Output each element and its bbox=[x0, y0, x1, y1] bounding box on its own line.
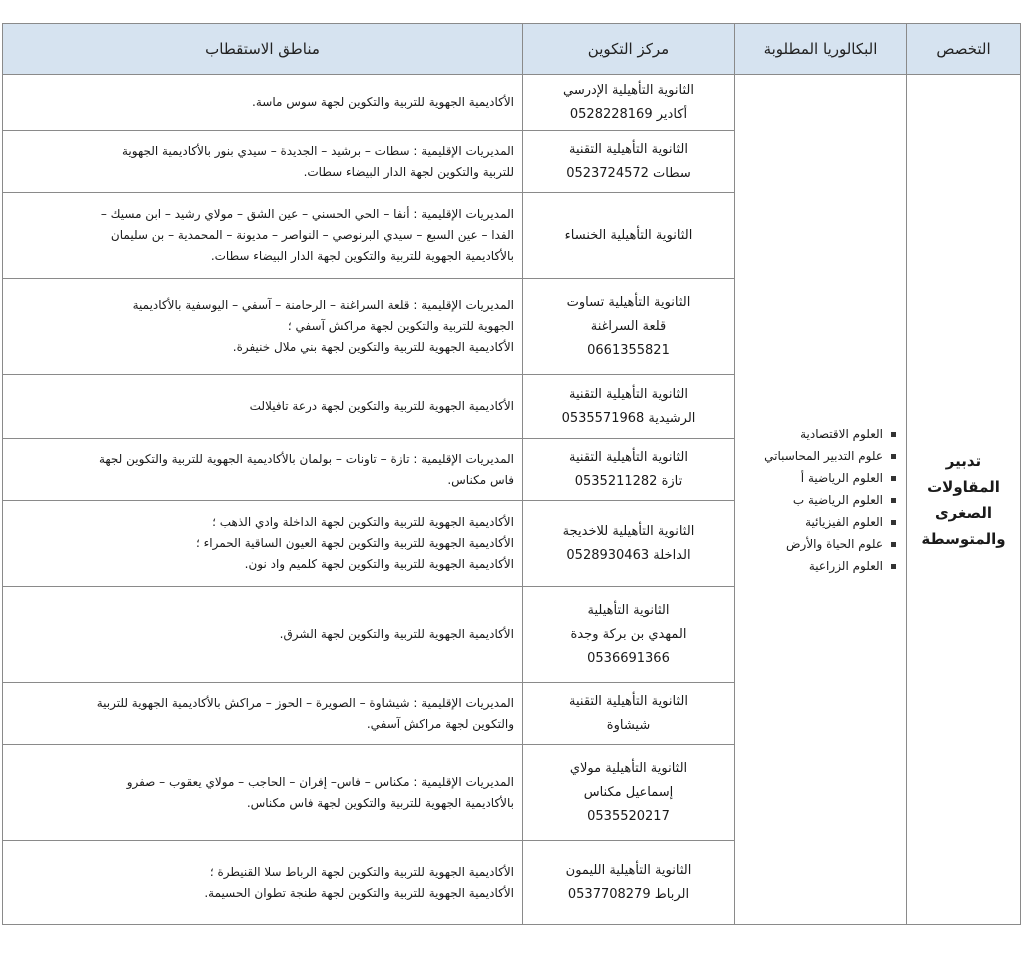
training-center-line: أكادير 0528228169 bbox=[569, 106, 688, 122]
attraction-zone-line: المديريات الإقليمية : قلعة السراغنة – الرحامنة – آسفي – اليوسفية بالأكاديمية bbox=[132, 298, 514, 312]
header-bac-required: البكالوريا المطلوبة bbox=[735, 24, 907, 75]
bac-list-item bbox=[745, 555, 896, 577]
header-training-center: مركز التكوين bbox=[523, 24, 735, 75]
orientation-table bbox=[2, 23, 1021, 925]
bac-label: العلوم الاقتصادية bbox=[800, 426, 883, 441]
training-center-line: سطات 0523724572 bbox=[566, 165, 691, 181]
header-row bbox=[3, 24, 1021, 75]
attraction-zone-line: الأكاديمية الجهوية للتربية والتكوين لجهة الداخلة وادي الذهب ؛ bbox=[212, 515, 514, 529]
bac-required-cell bbox=[735, 75, 907, 925]
orientation-table-page bbox=[2, 23, 1020, 957]
table-row bbox=[3, 75, 1021, 131]
training-center-line: الثانوية التأهيلية الخنساء bbox=[564, 227, 693, 243]
training-center-line: 0661355821 bbox=[587, 342, 670, 358]
square-bullet-icon bbox=[891, 476, 896, 481]
training-center-cell bbox=[523, 683, 735, 745]
header-attraction-zones: مناطق الاستقطاب bbox=[3, 24, 523, 75]
training-center-line: 0535520217 bbox=[587, 808, 670, 824]
bac-label: العلوم الفيزيائية bbox=[805, 514, 883, 529]
attraction-zones-cell bbox=[3, 501, 523, 587]
bac-list bbox=[745, 423, 896, 577]
bac-label: العلوم الرياضية ب bbox=[792, 492, 883, 507]
attraction-zones-cell bbox=[3, 587, 523, 683]
training-center-line: الثانوية التأهيلية تساوت bbox=[566, 294, 691, 310]
training-center-line: شيشاوة bbox=[606, 717, 651, 733]
attraction-zone-line: بالأكاديمية الجهوية للتربية والتكوين لجهة فاس مكناس. bbox=[246, 795, 514, 810]
attraction-zone-line: الأكاديمية الجهوية للتربية والتكوين لجهة العيون الساقية الحمراء ؛ bbox=[196, 536, 514, 550]
attraction-zones-cell bbox=[3, 279, 523, 375]
training-center-line: المهدي بن بركة وجدة bbox=[570, 626, 687, 642]
attraction-zones-cell bbox=[3, 683, 523, 745]
training-center-line: الداخلة 0528930463 bbox=[566, 547, 691, 563]
square-bullet-icon bbox=[891, 520, 896, 525]
bac-list-item bbox=[745, 511, 896, 533]
training-center-line: إسماعيل مكناس bbox=[583, 784, 674, 800]
bac-list-item bbox=[745, 533, 896, 555]
attraction-zone-line: بالأكاديمية الجهوية للتربية والتكوين لجهة الدار البيضاء سطات. bbox=[210, 249, 514, 263]
training-center-cell bbox=[523, 131, 735, 193]
training-center-line: الثانوية التأهيلية التقنية bbox=[569, 386, 688, 402]
specialty-line: الصغرى bbox=[934, 503, 993, 522]
bac-list-item bbox=[745, 467, 896, 489]
training-center-cell bbox=[523, 193, 735, 279]
attraction-zone-line: المديريات الإقليمية : مكناس – فاس– إفران – الحاجب – مولاي يعقوب – صفرو bbox=[126, 774, 514, 789]
bac-label: العلوم الزراعية bbox=[808, 558, 883, 573]
attraction-zone-line: الأكاديمية الجهوية للتربية والتكوين لجهة كلميم واد نون. bbox=[244, 557, 514, 571]
square-bullet-icon bbox=[891, 454, 896, 459]
attraction-zone-line: الأكاديمية الجهوية للتربية والتكوين لجهة بني ملال خنيفرة. bbox=[232, 340, 514, 354]
attraction-zone-line: المديريات الإقليمية : أنفا – الحي الحسني – عين الشق – مولاي رشيد – ابن مسيك – bbox=[100, 207, 514, 221]
attraction-zone-line: الأكاديمية الجهوية للتربية والتكوين لجهة الشرق. bbox=[279, 627, 514, 641]
training-center-cell bbox=[523, 501, 735, 587]
training-center-line: الثانوية التأهيلية الليمون bbox=[565, 862, 692, 878]
attraction-zones-cell bbox=[3, 841, 523, 925]
square-bullet-icon bbox=[891, 564, 896, 569]
specialty-cell bbox=[907, 75, 1021, 925]
attraction-zone-line: الأكاديمية الجهوية للتربية والتكوين لجهة درعة تافيلالت bbox=[249, 399, 514, 413]
training-center-line: الثانوية التأهيلية التقنية bbox=[569, 693, 688, 709]
attraction-zones-cell bbox=[3, 375, 523, 439]
training-center-cell bbox=[523, 587, 735, 683]
training-center-cell bbox=[523, 841, 735, 925]
attraction-zone-line: المديريات الإقليمية : تازة – تاونات – بولمان بالأكاديمية الجهوية للتربية والتكوين لجهة bbox=[98, 451, 514, 466]
header-specialty: التخصص bbox=[907, 24, 1021, 75]
training-center-line: الثانوية التأهيلية الإدرسي bbox=[563, 82, 694, 98]
training-center-cell bbox=[523, 279, 735, 375]
attraction-zone-line: للتربية والتكوين لجهة الدار البيضاء سطات. bbox=[303, 164, 514, 179]
training-center-cell bbox=[523, 439, 735, 501]
bac-label: علوم التدبير المحاسباتي bbox=[764, 448, 883, 463]
training-center-line: 0536691366 bbox=[587, 650, 670, 666]
training-center-line: الثانوية التأهيلية التقنية bbox=[569, 449, 688, 465]
bac-list-item bbox=[745, 423, 896, 445]
attraction-zones-cell bbox=[3, 131, 523, 193]
training-center-line: الثانوية التأهيلية مولاي bbox=[569, 760, 688, 776]
square-bullet-icon bbox=[891, 432, 896, 437]
attraction-zone-line: الأكاديمية الجهوية للتربية والتكوين لجهة الرباط سلا القنيطرة ؛ bbox=[209, 864, 514, 879]
attraction-zone-line: الأكاديمية الجهوية للتربية والتكوين لجهة طنجة تطوان الحسيمة. bbox=[204, 885, 514, 900]
attraction-zone-line: الجهوية للتربية والتكوين لجهة مراكش آسفي ؛ bbox=[287, 319, 514, 333]
attraction-zones-cell bbox=[3, 193, 523, 279]
attraction-zones-cell bbox=[3, 439, 523, 501]
table-body bbox=[3, 75, 1021, 925]
attraction-zones-cell bbox=[3, 745, 523, 841]
square-bullet-icon bbox=[891, 498, 896, 503]
specialty-line: والمتوسطة bbox=[921, 529, 1006, 548]
training-center-cell bbox=[523, 375, 735, 439]
training-center-line: الثانوية التأهيلية للاخديجة bbox=[562, 523, 695, 539]
training-center-line: الثانوية التأهيلية bbox=[587, 602, 670, 618]
attraction-zone-line: فاس مكناس. bbox=[447, 472, 514, 487]
bac-label: العلوم الرياضية أ bbox=[800, 470, 883, 485]
training-center-line: الرباط 0537708279 bbox=[567, 886, 690, 902]
square-bullet-icon bbox=[891, 542, 896, 547]
attraction-zone-line: الفدا – عين السبع – سيدي البرنوصي – النواصر – مديونة – المحمدية – بن سليمان bbox=[110, 228, 514, 242]
attraction-zones-cell bbox=[3, 75, 523, 131]
bac-label: علوم الحياة والأرض bbox=[786, 536, 883, 551]
attraction-zone-line: المديريات الإقليمية : سطات – برشيد – الجديدة – سيدي بنور بالأكاديمية الجهوية bbox=[122, 143, 514, 158]
attraction-zone-line: المديريات الإقليمية : شيشاوة – الصويرة – الحوز – مراكش بالأكاديمية الجهوية للتربية bbox=[96, 695, 514, 710]
bac-list-item bbox=[745, 445, 896, 467]
training-center-line: قلعة السراغنة bbox=[590, 318, 667, 334]
attraction-zone-line: والتكوين لجهة مراكش آسفي. bbox=[366, 716, 514, 731]
bac-list-item bbox=[745, 489, 896, 511]
training-center-cell bbox=[523, 75, 735, 131]
training-center-cell bbox=[523, 745, 735, 841]
training-center-line: تازة 0535211282 bbox=[574, 473, 683, 489]
attraction-zone-line: الأكاديمية الجهوية للتربية والتكوين لجهة سوس ماسة. bbox=[252, 95, 514, 109]
specialty-line: تدبير المقاولات bbox=[927, 451, 1000, 496]
training-center-line: الثانوية التأهيلية التقنية bbox=[569, 141, 688, 157]
training-center-line: الرشيدية 0535571968 bbox=[561, 410, 696, 426]
